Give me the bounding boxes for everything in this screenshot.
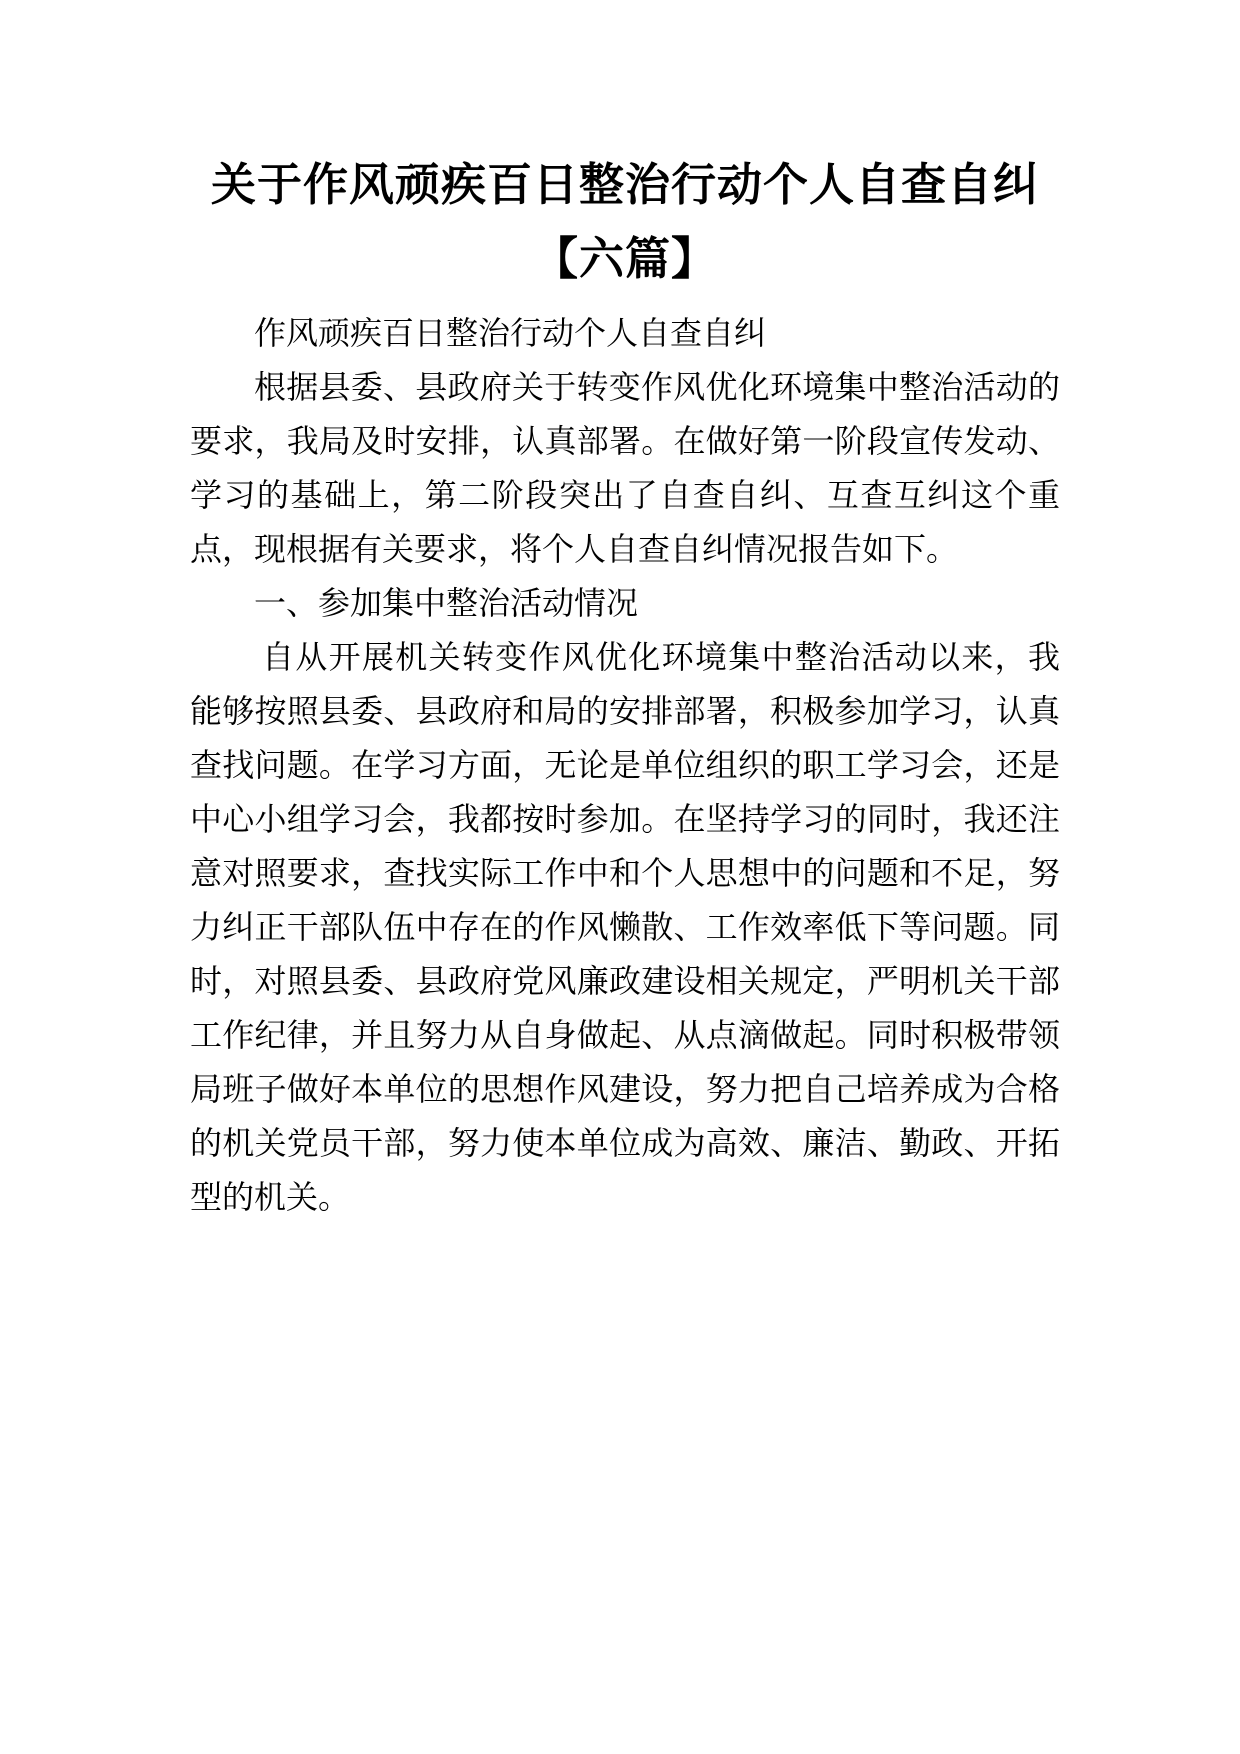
document-body — [190, 306, 1060, 1224]
paragraph-subheading: 作风顽疾百日整治行动个人自查自纠 — [254, 314, 767, 352]
document-title-subtitle: 【六篇】 — [532, 232, 717, 285]
paragraph-section-body: 自从开展机关转变作风优化环境集中整治活动以来，我能够按照县委、县政府和局的安排部署，积极参加学习，认真查找问题。在学习方面，无论是单位组织的职工学习会，还是中心小组学习会，我都按时参加。在坚持学习的同时，我还注意对照要求，查找实际工作中和个人思想中的问题和不足，努力纠正干部队伍中存在的作风懒散、工作效率低下等问题。同时，对照县委、县政府党风廉政建设相关规定，严明机关干部工作纪律，并且努力从自身做起、从点滴做起。同时积极带领局班子做好本单位的思想作风建设，努力把自己培养成为合格的机关党员干部，努力使本单位成为高效、廉洁、勤政、开拓型的机关。 — [190, 638, 1060, 1216]
section-heading: 一、参加集中整治活动情况 — [254, 584, 639, 622]
document-title: 关于作风顽疾百日整治行动个人自查自纠 — [210, 158, 1039, 211]
paragraph-intro: 根据县委、县政府关于转变作风优化环境集中整治活动的要求，我局及时安排，认真部署。在做好第一阶段宣传发动、学习的基础上，第二阶段突出了自查自纠、互查互纠这个重点，现根据有关要求，将个人自查自纠情况报告如下。 — [190, 368, 1060, 568]
